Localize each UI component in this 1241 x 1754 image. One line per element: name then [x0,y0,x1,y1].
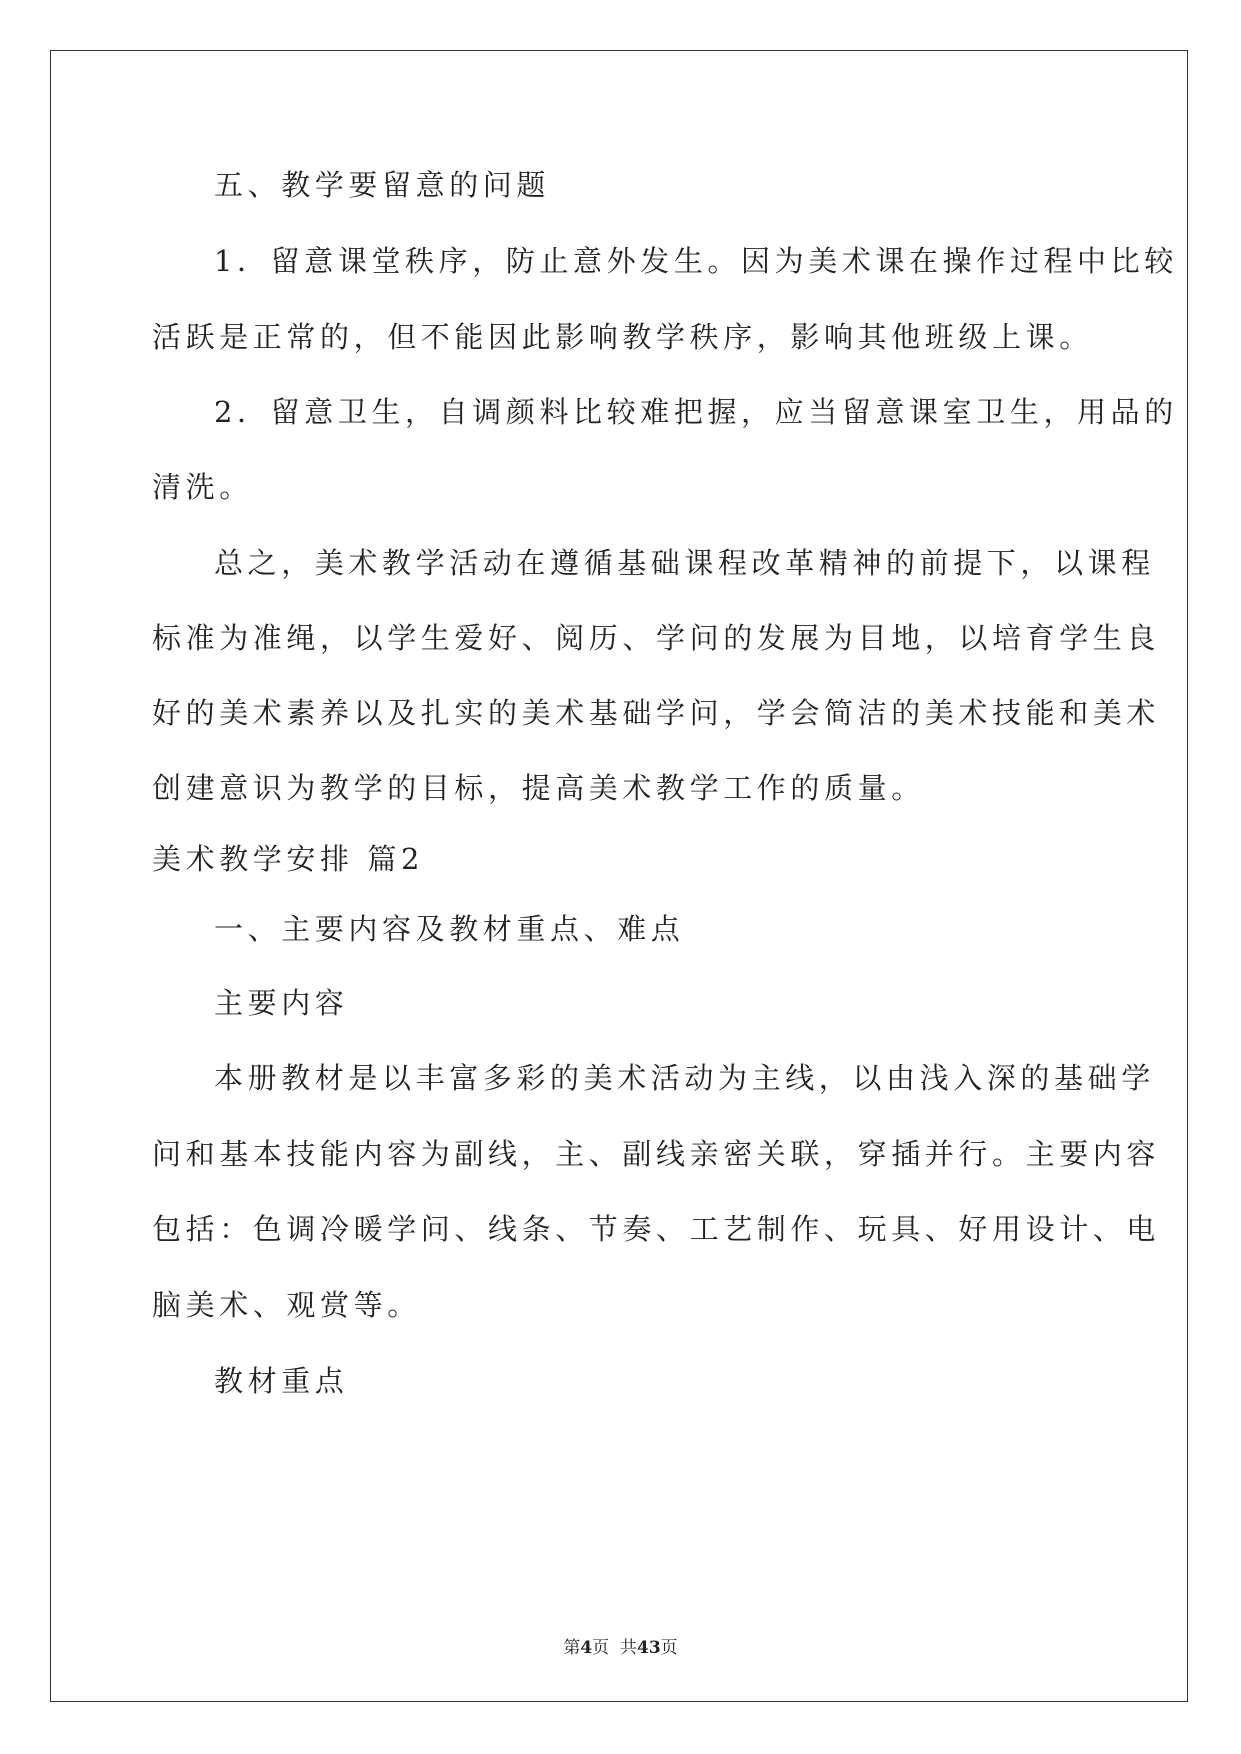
paragraph-line: 创建意识为教学的目标，提高美术教学工作的质量。 [152,771,925,805]
paragraph-line: 总之，美术教学活动在遵循基础课程改革精神的前提下，以课程 [214,546,1155,580]
paragraph-line: 本册教材是以丰富多彩的美术活动为主线，以由浅入深的基础学 [214,1061,1155,1095]
current-page-number: 4 [580,1638,593,1658]
article-title: 美术教学安排 篇2 [152,842,425,876]
paragraph-line: 问和基本技能内容为副线，主、副线亲密关联，穿插并行。主要内容 [152,1137,1161,1171]
subsection-heading: 主要内容 [214,986,349,1020]
section-heading: 五、教学要留意的问题 [214,168,551,202]
paragraph-line: 活跃是正常的，但不能因此影响教学秩序，影响其他班级上课。 [152,320,1093,354]
footer-suffix: 页 [660,1638,678,1658]
paragraph-line: 标准为准绳，以学生爱好、阅历、学问的发展为目地，以培育学生良 [152,621,1161,655]
paragraph-line: 脑美术、观赏等。 [152,1288,421,1322]
paragraph-line: 2．留意卫生，自调颜料比较难把握，应当留意课室卫生，用品的 [214,395,1178,429]
total-pages-number: 43 [636,1638,661,1658]
subsection-heading: 教材重点 [214,1364,349,1398]
paragraph-line: 1．留意课堂秩序，防止意外发生。因为美术课在操作过程中比较 [214,244,1178,278]
paragraph-line: 包括：色调冷暖学问、线条、节奏、工艺制作、玩具、好用设计、电 [152,1212,1161,1246]
page-footer [0,1633,1241,1658]
paragraph-line: 好的美术素养以及扎实的美术基础学问，学会简洁的美术技能和美术 [152,696,1161,730]
paragraph-line: 清洗。 [152,470,253,504]
footer-prefix: 第 [563,1638,581,1658]
footer-mid: 页 共 [592,1638,637,1658]
section-heading: 一、主要内容及教材重点、难点 [214,912,685,946]
